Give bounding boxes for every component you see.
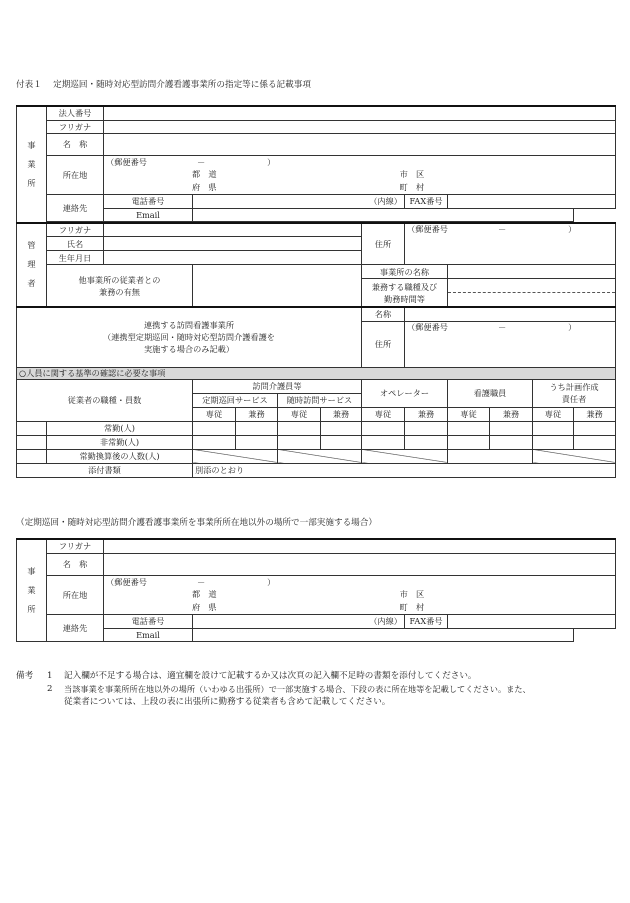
visiting-care-label: 訪問介護員等 — [193, 379, 362, 393]
fax-label: FAX番号 — [405, 194, 448, 208]
row-spacer — [17, 449, 47, 463]
cell[interactable] — [236, 435, 278, 449]
prefecture-line-1: 都 道 市 区 — [104, 168, 616, 180]
notes-label: 備考 — [16, 671, 34, 681]
cell[interactable] — [321, 421, 362, 435]
cell[interactable] — [448, 421, 490, 435]
manager-furigana-field[interactable] — [104, 223, 362, 237]
corp-no-label: 法人番号 — [47, 106, 104, 120]
col-concurrent: 兼務 — [405, 407, 448, 421]
branch-prefecture-line-2: 府 県 町 村 — [104, 600, 616, 614]
job-count-label: 従業者の職種・員数 — [17, 379, 193, 421]
email-label: Email — [104, 208, 193, 221]
fte-operator — [362, 449, 448, 463]
branch-email-field[interactable] — [193, 628, 574, 641]
furigana-label: フリガナ — [47, 120, 104, 133]
branch-section-label: 事 業 所 — [17, 539, 47, 641]
fte-label: 常勤換算後の人数(人) — [47, 449, 193, 463]
cell[interactable] — [405, 435, 448, 449]
cell[interactable] — [193, 435, 236, 449]
note-1-number: 1 — [47, 671, 53, 681]
cell[interactable] — [193, 421, 236, 435]
cell[interactable] — [405, 421, 448, 435]
manager-birth-field[interactable] — [104, 251, 362, 265]
manager-name-label: 氏名 — [47, 237, 104, 251]
col-concurrent: 兼務 — [490, 407, 533, 421]
branch-fax-label: FAX番号 — [405, 614, 448, 628]
manager-furigana-label: フリガナ — [47, 223, 104, 237]
nurse-name-field[interactable] — [405, 307, 616, 321]
manager-address-field[interactable]: （郵便番号 － ） — [405, 223, 616, 265]
part-time-label: 非常勤(人) — [47, 435, 193, 449]
planner-label: うち計画作成 責任者 — [533, 379, 616, 407]
cell[interactable] — [448, 435, 490, 449]
col-concurrent: 兼務 — [574, 407, 616, 421]
cell[interactable] — [533, 421, 574, 435]
postal-line[interactable]: （郵便番号 － ） — [104, 155, 616, 168]
corp-no-field[interactable] — [104, 106, 616, 120]
col-full: 専従 — [533, 407, 574, 421]
office-name-label: 名 称 — [47, 133, 104, 155]
branch-form-table — [16, 538, 616, 642]
nurse-office-label: 連携する訪問看護事業所 （連携型定期巡回・随時対応型訪問介護看護を 実施する場合のみ記載） — [17, 307, 362, 367]
cell[interactable] — [278, 421, 321, 435]
nurse-address-label: 住所 — [362, 321, 405, 367]
fte-on-demand — [278, 449, 362, 463]
duty-label: 兼務する職種及び 勤務時間等 — [362, 279, 448, 308]
note-2-text-a: 当該事業を事業所所在地以外の場所（いわゆる出張所）で一部実施する場合、下段の表に所在地等を記載してください。また、 — [64, 684, 531, 694]
cell[interactable] — [362, 435, 405, 449]
note-2-text-b: 従業者については、上段の表に出張所に勤務する従業者も含めて記載してください。 — [64, 697, 391, 707]
other-job-label: 他事業所の従業者との 兼務の有無 — [47, 265, 193, 308]
other-office-name-label: 事業所の名称 — [362, 265, 448, 279]
prefecture-line-2: 府 県 町 村 — [104, 180, 616, 194]
branch-prefecture-line-1: 都 道 市 区 — [104, 588, 616, 600]
contact-label: 連絡先 — [47, 194, 104, 221]
note-2-number: 2 — [47, 684, 53, 694]
attached-docs-label: 添付書類 — [17, 463, 193, 477]
cell[interactable] — [362, 421, 405, 435]
cell[interactable] — [574, 421, 616, 435]
manager-name-field[interactable] — [104, 237, 362, 251]
cell[interactable] — [490, 435, 533, 449]
office-section-label: 事 業 所 — [17, 106, 47, 223]
branch-phone-field[interactable]: （内線） — [193, 614, 405, 628]
fax-field[interactable] — [448, 194, 616, 208]
branch-furigana-label: フリガナ — [47, 539, 104, 553]
email-field[interactable] — [193, 208, 574, 221]
manager-section-label: 管 理 者 — [17, 223, 47, 308]
address-label: 所在地 — [47, 155, 104, 194]
branch-fax-field[interactable] — [448, 614, 616, 628]
other-job-field[interactable] — [193, 265, 362, 308]
branch-name-label: 名 称 — [47, 553, 104, 575]
note-1-text: 記入欄が不足する場合は、適宜欄を設けて記載するか又は次頁の記入欄不足時の書類を添付してください。 — [64, 671, 477, 681]
furigana-field[interactable] — [104, 120, 616, 133]
duty-field[interactable] — [448, 279, 616, 308]
periodic-label: 定期巡回サービス — [193, 393, 278, 407]
regular-label: 常勤(人) — [47, 421, 193, 435]
manager-birth-label: 生年月日 — [47, 251, 104, 265]
fte-periodic — [193, 449, 278, 463]
cell[interactable] — [321, 435, 362, 449]
attached-docs-value: 別添のとおり — [193, 463, 616, 477]
nurse-staff-label: 看護職員 — [448, 379, 533, 407]
col-full: 専従 — [193, 407, 236, 421]
staff-section-header: ○人員に関する基準の確認に必要な事項 — [17, 367, 616, 379]
col-full: 専従 — [278, 407, 321, 421]
branch-email-label: Email — [104, 628, 193, 641]
branch-phone-label: 電話番号 — [104, 614, 193, 628]
form-title: 付表１ 定期巡回・随時対応型訪問介護看護事業所の指定等に係る記載事項 — [16, 80, 311, 90]
cell[interactable] — [574, 435, 616, 449]
col-full: 専従 — [448, 407, 490, 421]
col-concurrent: 兼務 — [236, 407, 278, 421]
other-office-name-field[interactable] — [448, 265, 616, 279]
main-form-table — [16, 105, 616, 478]
branch-furigana-field[interactable] — [104, 539, 616, 553]
row-spacer — [17, 435, 47, 449]
fte-planner — [533, 449, 616, 463]
operator-label: オペレーター — [362, 379, 448, 407]
branch-address-label: 所在地 — [47, 575, 104, 614]
fte-nurse[interactable] — [448, 449, 533, 463]
on-demand-label: 随時訪問サービス — [278, 393, 362, 407]
branch-postal-line[interactable]: （郵便番号 － ） — [104, 575, 616, 588]
cell[interactable] — [278, 435, 321, 449]
office-name-field[interactable] — [104, 133, 616, 155]
cell[interactable] — [236, 421, 278, 435]
row-spacer — [17, 421, 47, 435]
phone-label: 電話番号 — [104, 194, 193, 208]
cell[interactable] — [490, 421, 533, 435]
phone-field[interactable]: （内線） — [193, 194, 405, 208]
nurse-address-field[interactable]: （郵便番号 － ） — [405, 321, 616, 367]
branch-subtitle: （定期巡回・随時対応型訪問介護看護事業所を事業所所在地以外の場所で一部実施する場合） — [16, 518, 377, 528]
col-concurrent: 兼務 — [321, 407, 362, 421]
col-full: 専従 — [362, 407, 405, 421]
branch-name-field[interactable] — [104, 553, 616, 575]
manager-address-label: 住所 — [362, 223, 405, 265]
nurse-name-label: 名称 — [362, 307, 405, 321]
cell[interactable] — [533, 435, 574, 449]
branch-contact-label: 連絡先 — [47, 614, 104, 641]
